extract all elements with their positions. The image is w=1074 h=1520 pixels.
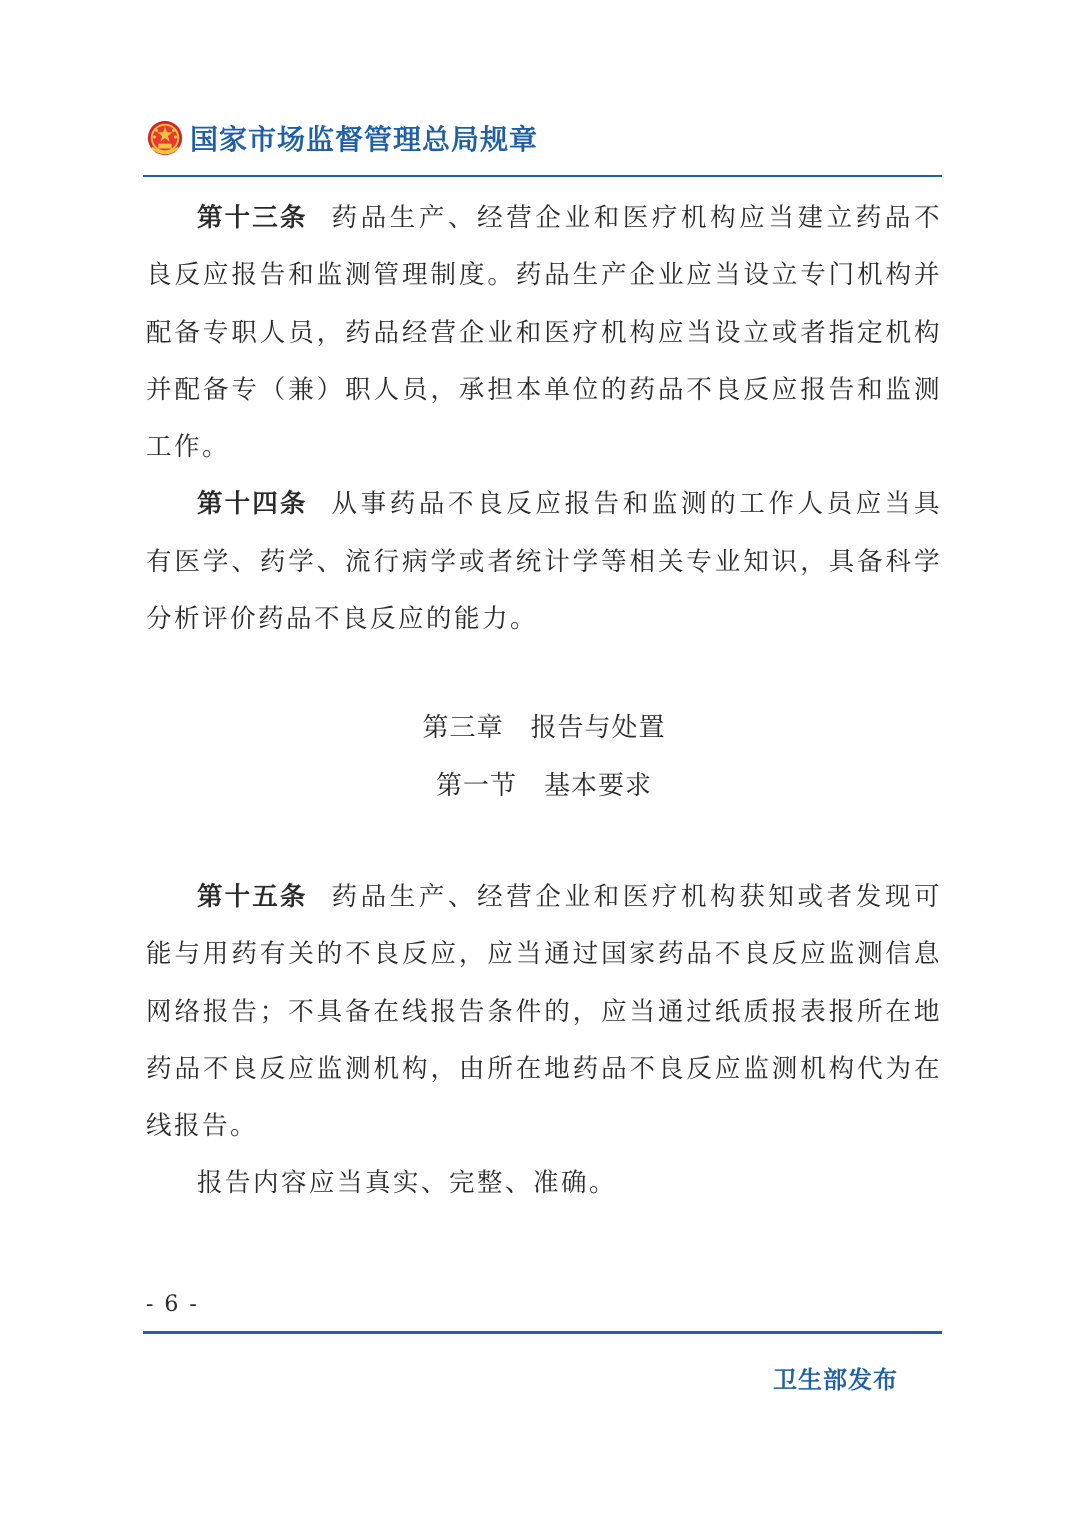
articles-block-2	[146, 869, 942, 1213]
article-13-label: 第十三条	[197, 203, 308, 233]
national-emblem-icon	[146, 119, 184, 157]
header-divider	[143, 175, 942, 177]
article-15-text: 药品生产、经营企业和医疗机构获知或者发现可能与用药有关的不良反应，应当通过国家药品不良反应监测信息网络报告；不具备在线报告条件的，应当通过纸质报表报所在地药品不良反应监测机构，由所在地药品不良反应监测机构代为在线报告。	[146, 882, 942, 1142]
footer-divider	[143, 1331, 942, 1334]
chapter-title: 第三章 报告与处置	[422, 713, 666, 743]
article-15-label: 第十五条	[197, 882, 308, 912]
publisher-label: 卫生部发布	[773, 1366, 898, 1394]
closing-paragraph: 报告内容应当真实、完整、准确。	[197, 1168, 618, 1199]
article-14	[146, 476, 942, 648]
section-title: 第一节 基本要求	[435, 771, 652, 801]
article-14-text: 从事药品不良反应报告和监测的工作人员应当具有医学、药学、流行病学或者统计学等相关专业知识，具备科学分析评价药品不良反应的能力。	[146, 489, 942, 635]
articles-block-1	[146, 190, 942, 648]
page-header	[146, 116, 538, 160]
page-number: - 6 -	[146, 1292, 199, 1317]
article-14-label: 第十四条	[197, 489, 308, 520]
article-13	[146, 190, 942, 476]
article-15	[146, 869, 942, 1155]
header-title: 国家市场监督管理总局规章	[190, 123, 539, 156]
article-13-text: 药品生产、经营企业和医疗机构应当建立药品不良反应报告和监测管理制度。药品生产企业应当设立专门机构并配备专职人员，药品经营企业和医疗机构应当设立或者指定机构并配备专（兼）职人员，承担本单位的药品不良反应报告和监测工作。	[146, 203, 942, 463]
